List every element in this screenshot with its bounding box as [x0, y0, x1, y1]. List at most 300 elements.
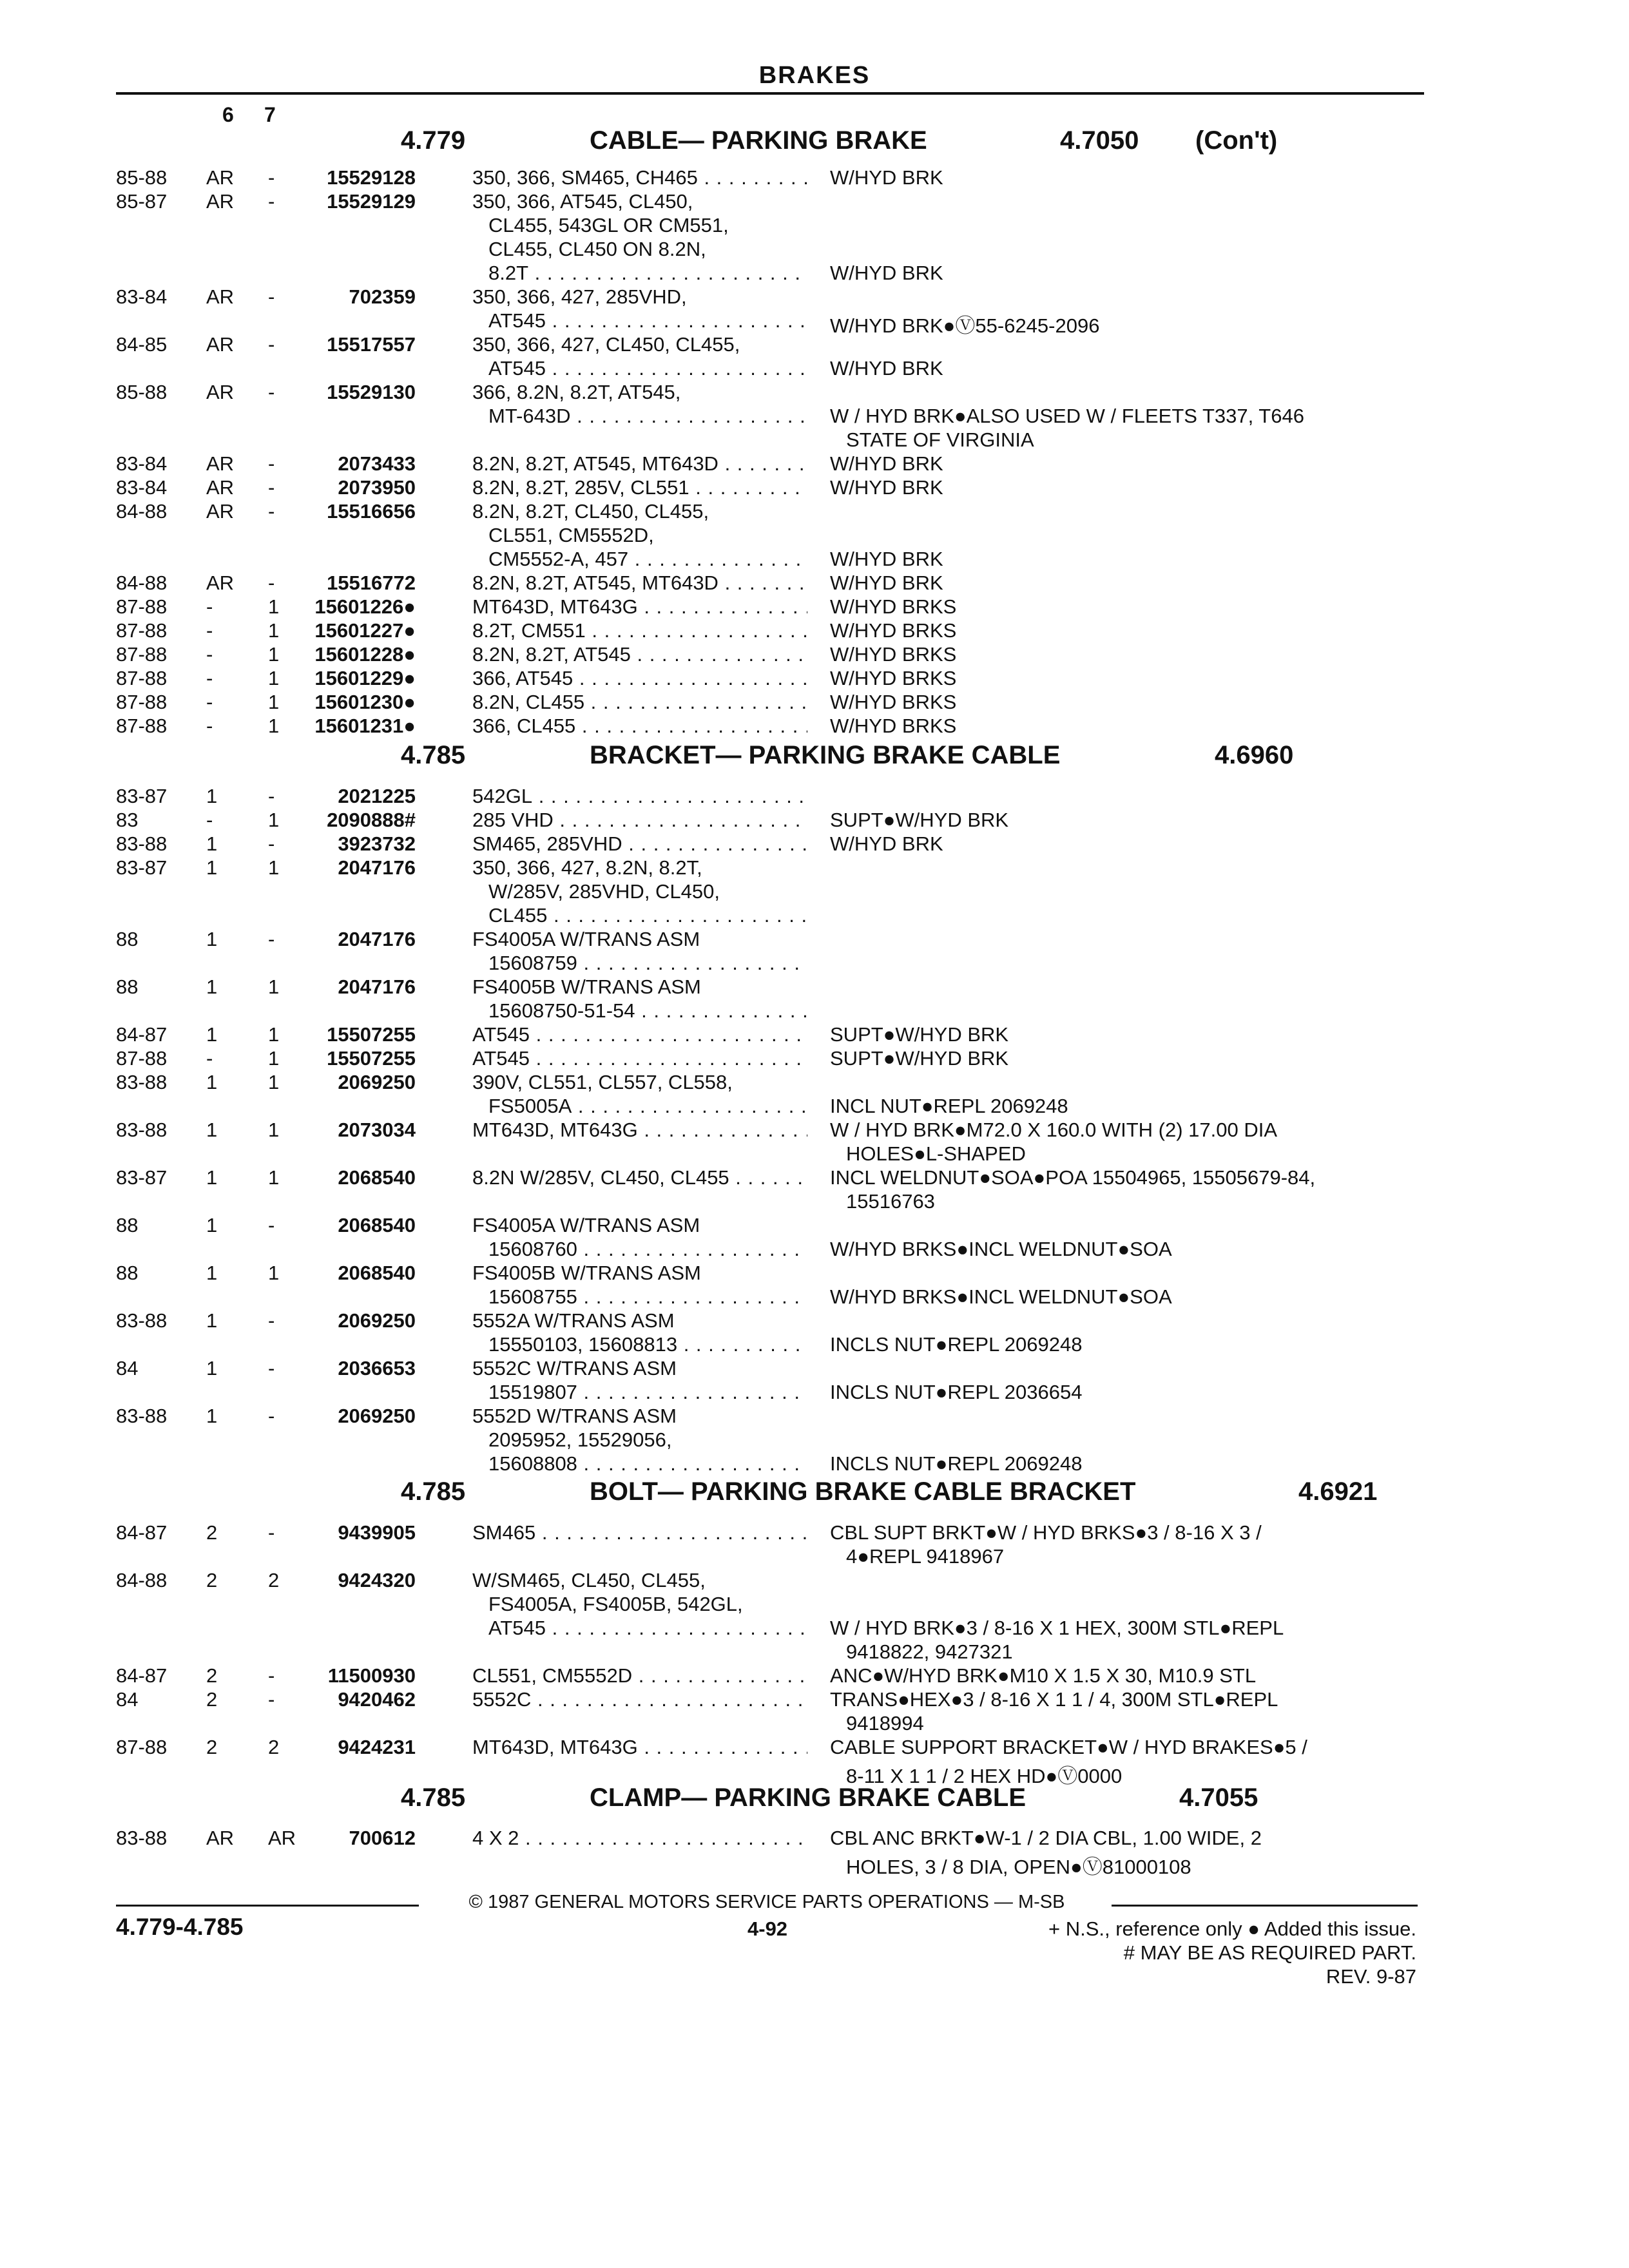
legend-line-2: # MAY BE AS REQUIRED PART. — [1123, 1941, 1416, 1964]
qty-column-7: - — [268, 1688, 275, 1711]
part-number: 9424231 — [338, 1736, 416, 1758]
description-text: 5552D W/TRANS ASM — [472, 1405, 677, 1427]
note-line — [830, 381, 1429, 405]
note-line: W/HYD BRKS●INCL WELDNUT●SOA — [830, 1238, 1172, 1260]
model-years: 83-88 — [116, 1309, 168, 1332]
usage-note — [830, 1309, 1429, 1357]
note-line: INCLS NUT●REPL 2069248 — [830, 1333, 1083, 1356]
qty-column-7: - — [268, 1521, 275, 1544]
note-line: W/HYD BRK — [830, 262, 943, 284]
qty-column-6: 1 — [206, 1262, 218, 1284]
model-years: 84 — [116, 1357, 139, 1379]
part-number: 2068540 — [338, 1262, 416, 1284]
qty-column-7: - — [268, 928, 275, 950]
description — [472, 1071, 807, 1119]
description-text: SM465, 285VHD . . . — [472, 832, 807, 855]
usage-note — [830, 1521, 1429, 1569]
note-line — [830, 904, 1429, 928]
description — [472, 856, 807, 928]
section-number: 4.785 — [401, 1477, 466, 1506]
description-line — [472, 1262, 807, 1285]
qty-column-7: - — [268, 452, 275, 475]
note-line: ANC●W/HYD BRK●M10 X 1.5 X 30, M10.9 STL — [830, 1664, 1257, 1687]
description-text: SM465 . . . — [472, 1521, 807, 1544]
note-line: W/HYD BRK — [830, 476, 943, 499]
description-text: 366, AT545 . . . — [472, 667, 807, 689]
section-number: 4.785 — [401, 741, 466, 769]
description-line — [472, 619, 807, 643]
part-number: 15601228● — [314, 643, 416, 666]
description-line — [472, 1095, 807, 1119]
qty-column-6: 1 — [206, 975, 218, 998]
qty-column-7: 1 — [268, 1262, 280, 1284]
part-number: 15516656 — [327, 500, 416, 523]
note-line: W/HYD BRKS — [830, 667, 957, 689]
model-years: 88 — [116, 928, 139, 950]
description-text: 15519807 . . . — [488, 1381, 807, 1403]
description-line — [472, 405, 807, 428]
model-years: 84-85 — [116, 333, 168, 356]
description-line — [472, 1047, 807, 1071]
note-line — [830, 1071, 1429, 1095]
qty-column-6: 1 — [206, 1071, 218, 1093]
description — [472, 1023, 807, 1047]
qty-column-7: 2 — [268, 1736, 280, 1758]
description-text: AT545 . . . — [472, 1023, 807, 1046]
description-text: 366, 8.2N, 8.2T, AT545, — [472, 381, 681, 403]
qty-column-6: 1 — [206, 1357, 218, 1379]
description-text: FS4005A, FS4005B, 542GL, — [488, 1593, 743, 1615]
description-text: 15550103, 15608813 . . . — [488, 1333, 807, 1356]
usage-note — [830, 1214, 1429, 1262]
description-line — [472, 166, 807, 190]
qty-column-7: - — [268, 785, 275, 807]
qty-column-7: - — [268, 476, 275, 499]
note-line — [830, 214, 1429, 238]
model-years: 85-88 — [116, 381, 168, 403]
note-line: W/HYD BRKS — [830, 715, 957, 737]
description — [472, 1309, 807, 1357]
model-years: 84-88 — [116, 1569, 168, 1591]
description-line — [472, 1428, 807, 1452]
note-line — [830, 238, 1429, 262]
usage-note — [830, 691, 1429, 715]
description — [472, 381, 807, 428]
description-line — [472, 214, 807, 238]
qty-column-7: - — [268, 1357, 275, 1379]
section-code: 4.7055 — [1179, 1783, 1258, 1812]
description — [472, 975, 807, 1023]
description-line — [472, 785, 807, 809]
part-number: 702359 — [349, 285, 416, 308]
header-rule — [116, 92, 1424, 95]
description-line — [472, 999, 807, 1023]
description-text: FS4005B W/TRANS ASM — [472, 1262, 701, 1284]
qty-column-7: 1 — [268, 1119, 280, 1141]
note-line: INCLS NUT●REPL 2036654 — [830, 1381, 1083, 1403]
usage-note — [830, 975, 1429, 1023]
model-years: 87-88 — [116, 595, 168, 618]
part-number: 2036653 — [338, 1357, 416, 1379]
note-line — [830, 785, 1429, 809]
part-number: 2090888# — [327, 809, 416, 831]
section-code: 4.7050 — [1060, 126, 1139, 155]
description-text: 350, 366, AT545, CL450, — [472, 190, 693, 213]
qty-column-6: 2 — [206, 1688, 218, 1711]
usage-note — [830, 856, 1429, 928]
usage-note — [830, 809, 1429, 832]
model-years: 87-88 — [116, 1736, 168, 1758]
qty-column-6: - — [206, 715, 213, 737]
description — [472, 1405, 807, 1476]
qty-column-6: AR — [206, 381, 235, 403]
qty-column-6: AR — [206, 166, 235, 189]
description-line — [472, 952, 807, 975]
note-line: TRANS●HEX●3 / 8-16 X 1 1 / 4, 300M STL●REPL — [830, 1688, 1278, 1711]
qty-column-6: AR — [206, 1827, 235, 1849]
model-years: 83-88 — [116, 1119, 168, 1141]
note-line: 8-11 X 1 1 / 2 HEX HD●Ⓥ0000 — [846, 1765, 1123, 1787]
model-years: 84-88 — [116, 500, 168, 523]
model-years: 83-84 — [116, 476, 168, 499]
note-line: W/HYD BRKS — [830, 595, 957, 618]
description-text: MT643D, MT643G . . . — [472, 595, 807, 618]
description-text: 350, 366, SM465, CH465 . . . — [472, 166, 807, 189]
description — [472, 476, 807, 500]
qty-column-6: AR — [206, 285, 235, 308]
description — [472, 1119, 807, 1142]
note-line: W / HYD BRK●ALSO USED W / FLEETS T337, T646 — [830, 405, 1304, 427]
usage-note — [830, 1023, 1429, 1047]
description-text: 8.2N, CL455 . . . — [472, 691, 807, 713]
part-number: 15529130 — [327, 381, 416, 403]
qty-column-7: - — [268, 285, 275, 308]
section-number: 4.785 — [401, 1783, 466, 1812]
model-years: 84-87 — [116, 1521, 168, 1544]
part-number: 2073950 — [338, 476, 416, 499]
note-line: 15516763 — [846, 1190, 935, 1213]
description-line — [472, 1333, 807, 1357]
section-code: 4.6921 — [1298, 1477, 1378, 1506]
description-line — [472, 667, 807, 691]
note-line — [830, 1405, 1429, 1428]
part-number: 15601230● — [314, 691, 416, 713]
model-years: 83-88 — [116, 1405, 168, 1427]
description-line — [472, 572, 807, 595]
model-years: 88 — [116, 1214, 139, 1236]
footer-copyright-line — [116, 1892, 1418, 1917]
description — [472, 500, 807, 572]
qty-column-6: 1 — [206, 1214, 218, 1236]
model-years: 85-87 — [116, 190, 168, 213]
note-line — [830, 1428, 1429, 1452]
description-text: CL551, CM5552D . . . — [472, 1664, 807, 1687]
description-line — [472, 1569, 807, 1593]
description-line — [472, 1309, 807, 1333]
note-line: W/HYD BRK — [830, 832, 943, 855]
qty-column-6: 1 — [206, 856, 218, 879]
description-line — [472, 548, 807, 572]
description-text: 285 VHD . . . — [472, 809, 807, 831]
part-number: 15601227● — [314, 619, 416, 642]
column-number-7: 7 — [264, 103, 276, 126]
description — [472, 1664, 807, 1688]
part-number: 2069250 — [338, 1405, 416, 1427]
description — [472, 643, 807, 667]
description — [472, 452, 807, 476]
description — [472, 1736, 807, 1760]
description-line — [472, 643, 807, 667]
qty-column-7: 1 — [268, 809, 280, 831]
note-line: CABLE SUPPORT BRACKET●W / HYD BRAKES●5 / — [830, 1736, 1307, 1758]
index-range: 4.779-4.785 — [116, 1914, 244, 1940]
note-line: HOLES, 3 / 8 DIA, OPEN●Ⓥ81000108 — [846, 1856, 1191, 1878]
description-text: AT545 . . . — [488, 357, 807, 380]
qty-column-6: 1 — [206, 832, 218, 855]
usage-note — [830, 715, 1429, 738]
note-line — [830, 524, 1429, 548]
part-number: 2069250 — [338, 1071, 416, 1093]
model-years: 83-84 — [116, 285, 168, 308]
description — [472, 1166, 807, 1190]
usage-note — [830, 1166, 1429, 1214]
description-line — [472, 975, 807, 999]
note-line: SUPT●W/HYD BRK — [830, 1047, 1009, 1070]
column-number-6: 6 — [222, 103, 234, 126]
section-continued: (Con't) — [1195, 126, 1278, 155]
description-text: 5552C . . . — [472, 1688, 807, 1711]
note-line: W/HYD BRKS — [830, 619, 957, 642]
description-line — [472, 595, 807, 619]
description-line — [472, 1664, 807, 1688]
description-text: 8.2N, 8.2T, AT545, MT643D . . . — [472, 452, 807, 475]
description-text: 8.2N, 8.2T, 285V, CL551 . . . — [472, 476, 807, 499]
description-line — [472, 1166, 807, 1190]
description-line — [472, 832, 807, 856]
description — [472, 285, 807, 333]
part-number: 2047176 — [338, 975, 416, 998]
part-number: 15601226● — [314, 595, 416, 618]
model-years: 84-87 — [116, 1664, 168, 1687]
note-line: W/HYD BRK●Ⓥ55-6245-2096 — [830, 314, 1100, 337]
qty-column-6: - — [206, 691, 213, 713]
note-line: STATE OF VIRGINIA — [846, 428, 1034, 451]
description-line — [472, 357, 807, 381]
usage-note — [830, 1664, 1429, 1688]
description — [472, 166, 807, 190]
description-text: MT-643D . . . — [488, 405, 807, 427]
description — [472, 572, 807, 595]
description-text: 366, CL455 . . . — [472, 715, 807, 737]
qty-column-6: - — [206, 667, 213, 689]
qty-column-7: - — [268, 1405, 275, 1427]
description-text: W/SM465, CL450, CL455, — [472, 1569, 706, 1591]
description — [472, 667, 807, 691]
description-line — [472, 333, 807, 357]
description-line — [472, 1827, 807, 1850]
copyright-text: © 1987 GENERAL MOTORS SERVICE PARTS OPERATIONS — M-SB — [463, 1892, 1072, 1912]
usage-note — [830, 452, 1429, 476]
part-number: 15601229● — [314, 667, 416, 689]
description-text: AT545 . . . — [488, 309, 807, 332]
description-line — [472, 1071, 807, 1095]
usage-note — [830, 595, 1429, 619]
description-text: 5552A W/TRANS ASM — [472, 1309, 675, 1332]
section-header — [0, 126, 1629, 159]
qty-column-7: 1 — [268, 1166, 280, 1189]
usage-note — [830, 832, 1429, 856]
description-text: 15608808 . . . — [488, 1452, 807, 1475]
description-line — [472, 1452, 807, 1476]
section-header — [0, 1783, 1629, 1816]
description-text: 15608750-51-54 . . . — [488, 999, 807, 1022]
description-text: 350, 366, 427, CL450, CL455, — [472, 333, 740, 356]
model-years: 83-87 — [116, 1166, 168, 1189]
qty-column-6: AR — [206, 572, 235, 594]
part-number: 15507255 — [327, 1047, 416, 1070]
description-text: MT643D, MT643G . . . — [472, 1736, 807, 1758]
model-years: 87-88 — [116, 691, 168, 713]
qty-column-6: 2 — [206, 1521, 218, 1544]
usage-note — [830, 619, 1429, 643]
usage-note — [830, 476, 1429, 500]
model-years: 83-87 — [116, 856, 168, 879]
qty-column-6: AR — [206, 333, 235, 356]
note-line — [830, 1214, 1429, 1238]
qty-column-6: 1 — [206, 1119, 218, 1141]
description — [472, 809, 807, 832]
description-line — [472, 1736, 807, 1760]
model-years: 83-88 — [116, 1827, 168, 1849]
description — [472, 1521, 807, 1545]
page-title: BRAKES — [758, 62, 871, 89]
model-years: 87-88 — [116, 667, 168, 689]
usage-note — [830, 1262, 1429, 1309]
description-text: CM5552-A, 457 . . . — [488, 548, 807, 570]
note-line: INCLS NUT●REPL 2069248 — [830, 1452, 1083, 1475]
usage-note — [830, 381, 1429, 452]
qty-column-7: 1 — [268, 1071, 280, 1093]
note-line — [830, 1593, 1429, 1617]
qty-column-6: AR — [206, 500, 235, 523]
description-line — [472, 381, 807, 405]
usage-note — [830, 190, 1429, 285]
description-text: 8.2N, 8.2T, CL450, CL455, — [472, 500, 709, 523]
description — [472, 691, 807, 715]
qty-column-6: - — [206, 619, 213, 642]
model-years: 84-88 — [116, 572, 168, 594]
description-text: 5552C W/TRANS ASM — [472, 1357, 677, 1379]
part-number: 2047176 — [338, 856, 416, 879]
description — [472, 1569, 807, 1640]
note-line: W / HYD BRK●3 / 8-16 X 1 HEX, 300M STL●REPL — [830, 1617, 1284, 1639]
qty-column-7: 2 — [268, 1569, 280, 1591]
section-title: CABLE— PARKING BRAKE — [590, 126, 927, 155]
qty-column-6: AR — [206, 476, 235, 499]
part-number: 2068540 — [338, 1166, 416, 1189]
usage-note — [830, 333, 1429, 381]
description — [472, 595, 807, 619]
qty-column-6: AR — [206, 190, 235, 213]
description-text: 350, 366, 427, 285VHD, — [472, 285, 687, 308]
description-line — [472, 262, 807, 285]
note-line — [830, 856, 1429, 880]
qty-column-7: 1 — [268, 975, 280, 998]
usage-note — [830, 1827, 1429, 1878]
qty-column-7: 1 — [268, 619, 280, 642]
description-line — [472, 1119, 807, 1142]
qty-column-6: 2 — [206, 1664, 218, 1687]
description-line — [472, 476, 807, 500]
description-text: 8.2N, 8.2T, AT545 . . . — [472, 643, 807, 666]
part-number: 15516772 — [327, 572, 416, 594]
description-text: 15608759 . . . — [488, 952, 807, 974]
description-text: W/285V, 285VHD, CL450, — [488, 880, 720, 903]
section-header — [0, 741, 1629, 773]
description-line — [472, 452, 807, 476]
usage-note — [830, 1736, 1429, 1787]
note-line: 4●REPL 9418967 — [846, 1545, 1005, 1568]
model-years: 83-88 — [116, 1071, 168, 1093]
qty-column-6: - — [206, 1047, 213, 1070]
description-text: AT545 . . . — [488, 1617, 807, 1639]
qty-column-7: 1 — [268, 643, 280, 666]
note-line — [830, 1569, 1429, 1593]
section-title: CLAMP— PARKING BRAKE CABLE — [590, 1783, 1027, 1812]
description-text: 542GL . . . — [472, 785, 807, 807]
description-text: 8.2T, CM551 . . . — [472, 619, 807, 642]
description-text: 4 X 2 . . . — [472, 1827, 807, 1849]
note-line — [830, 975, 1429, 999]
description-text: 15608760 . . . — [488, 1238, 807, 1260]
description-text: MT643D, MT643G . . . — [472, 1119, 807, 1141]
description-text: FS4005B W/TRANS ASM — [472, 975, 701, 998]
description-text: 350, 366, 427, 8.2N, 8.2T, — [472, 856, 702, 879]
description-text: FS4005A W/TRANS ASM — [472, 928, 700, 950]
part-number: 2021225 — [338, 785, 416, 807]
note-line: SUPT●W/HYD BRK — [830, 809, 1009, 831]
section-code: 4.6960 — [1215, 741, 1294, 769]
model-years: 83 — [116, 809, 139, 831]
qty-column-7: - — [268, 1309, 275, 1332]
description-line — [472, 238, 807, 262]
qty-column-6: - — [206, 595, 213, 618]
usage-note — [830, 572, 1429, 595]
description-text: CL455, 543GL OR CM551, — [488, 214, 729, 236]
description-line — [472, 880, 807, 904]
usage-note — [830, 1688, 1429, 1736]
qty-column-7: - — [268, 500, 275, 523]
qty-column-7: - — [268, 572, 275, 594]
qty-column-7: - — [268, 381, 275, 403]
note-line — [830, 333, 1429, 357]
model-years: 85-88 — [116, 166, 168, 189]
qty-column-7: 1 — [268, 667, 280, 689]
description-line — [472, 1023, 807, 1047]
qty-column-6: - — [206, 643, 213, 666]
note-line: CBL ANC BRKT●W-1 / 2 DIA CBL, 1.00 WIDE, 2 — [830, 1827, 1262, 1849]
description-line — [472, 856, 807, 880]
description-text: AT545 . . . — [472, 1047, 807, 1070]
model-years: 88 — [116, 1262, 139, 1284]
section-title: BRACKET— PARKING BRAKE CABLE — [590, 741, 1061, 769]
part-number: 9439905 — [338, 1521, 416, 1544]
note-line: W/HYD BRKS — [830, 691, 957, 713]
qty-column-6: 1 — [206, 1166, 218, 1189]
part-number: 2068540 — [338, 1214, 416, 1236]
note-line: INCL NUT●REPL 2069248 — [830, 1095, 1068, 1117]
description-text: CL455 . . . — [488, 904, 807, 927]
